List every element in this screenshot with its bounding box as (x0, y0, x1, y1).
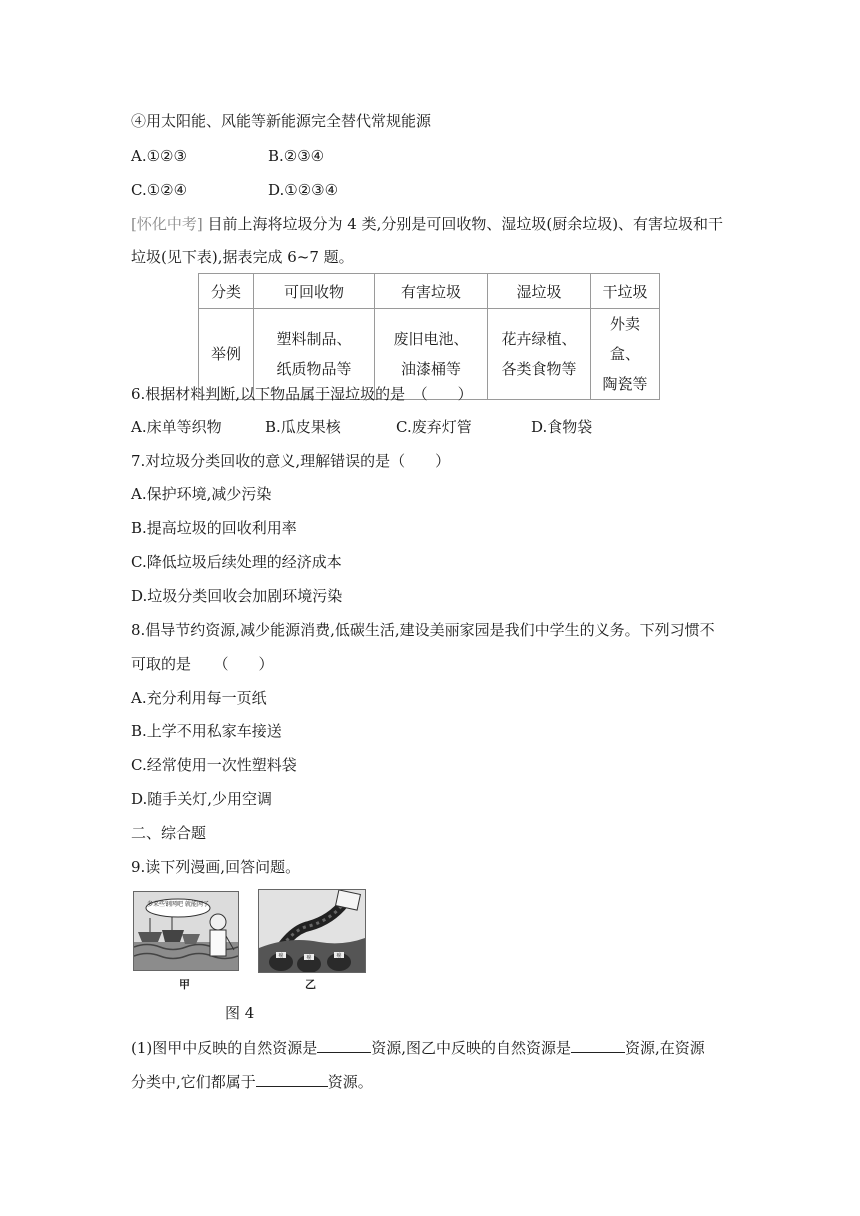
q7-option-a: A.保护环境,减少污染 (131, 485, 272, 503)
intro-line-1 (131, 214, 723, 234)
figure-caption: 图 4 (225, 1004, 255, 1022)
q5-option-a: A.①②③ (131, 147, 187, 165)
q5-option-b: B.②③④ (268, 147, 325, 165)
q8-option-b: B.上学不用私家车接送 (131, 722, 282, 740)
q6-stem: 6.根据材料判断,以下物品属于湿垃圾的是 （ ） (131, 385, 473, 403)
table-header: 有害垃圾 (375, 274, 488, 309)
table-header-row (199, 274, 660, 309)
garbage-classification-table (198, 273, 660, 400)
answer-blank-1[interactable] (317, 1038, 371, 1053)
table-cell: 塑料制品、 纸质物品等 (254, 309, 375, 400)
q7-stem: 7.对垃圾分类回收的意义,理解错误的是（ ） (131, 452, 451, 470)
q9-sub1-line-1: (1)图甲中反映的自然资源是 资源,图乙中反映的自然资源是 资源,在资源 (131, 1039, 705, 1057)
answer-blank-3[interactable] (256, 1072, 328, 1087)
q6-option-d: D.食物袋 (531, 418, 593, 436)
table-header: 干垃圾 (591, 274, 660, 309)
q8-option-d: D.随手关灯,少用空调 (131, 790, 273, 808)
q8-stem-line-1: 8.倡导节约资源,减少能源消费,低碳生活,建设美丽家园是我们中学生的义务。下列习惯不 (131, 621, 715, 639)
q8-stem-line-2: 可取的是 （ ） (131, 655, 274, 673)
intro-text: 目前上海将垃圾分为 4 类,分别是可回收物、湿垃圾(厨余垃圾)、有害垃圾和干 (207, 215, 724, 233)
table-cell: 外卖盒、 陶瓷等 (591, 309, 660, 400)
intro-line-2: 垃圾(见下表),据表完成 6~7 题。 (131, 248, 354, 266)
q5-item-4: ④用太阳能、风能等新能源完全替代常规能源 (131, 112, 432, 130)
section-heading: 二、综合题 (131, 824, 207, 842)
q8-option-c: C.经常使用一次性塑料袋 (131, 756, 297, 774)
table-header: 湿垃圾 (488, 274, 591, 309)
table-cell: 花卉绿植、 各类食物等 (488, 309, 591, 400)
table-header: 分类 (199, 274, 254, 309)
source-tag: [怀化中考] (131, 215, 203, 233)
q7-option-c: C.降低垃圾后续处理的经济成本 (131, 553, 342, 571)
q7-option-b: B.提高垃圾的回收利用率 (131, 519, 297, 537)
q9-sub1-line-2: 分类中,它们都属于 资源。 (131, 1073, 373, 1091)
q5-option-c: C.①②④ (131, 181, 188, 199)
cartoon-jia-image (133, 891, 239, 971)
cartoon-bubble-text: 多来些钢网吧 就能网了 (147, 901, 209, 908)
table-row-label: 举例 (199, 309, 254, 400)
table-cell: 废旧电池、 油漆桶等 (375, 309, 488, 400)
cartoon-yi-label: 乙 (305, 978, 316, 991)
barrel-text-1: 癌 (278, 953, 284, 959)
q8-option-a: A.充分利用每一页纸 (131, 689, 267, 707)
barrel-text-2: 癌 (306, 955, 312, 961)
cartoon-yi-image (258, 889, 366, 973)
q6-option-a: A.床单等织物 (131, 418, 222, 436)
barrel-text-3: 癌 (336, 953, 342, 959)
q7-option-d: D.垃圾分类回收会加剧环境污染 (131, 587, 343, 605)
q5-option-d: D.①②③④ (268, 181, 339, 199)
answer-blank-2[interactable] (571, 1038, 625, 1053)
q9-stem: 9.读下列漫画,回答问题。 (131, 858, 301, 876)
q6-option-c: C.废弃灯管 (396, 418, 472, 436)
q6-option-b: B.瓜皮果核 (265, 418, 341, 436)
cartoon-yi-drawing (259, 890, 365, 972)
cartoon-jia-drawing (134, 892, 238, 970)
table-header: 可回收物 (254, 274, 375, 309)
cartoon-jia-label: 甲 (179, 978, 190, 991)
